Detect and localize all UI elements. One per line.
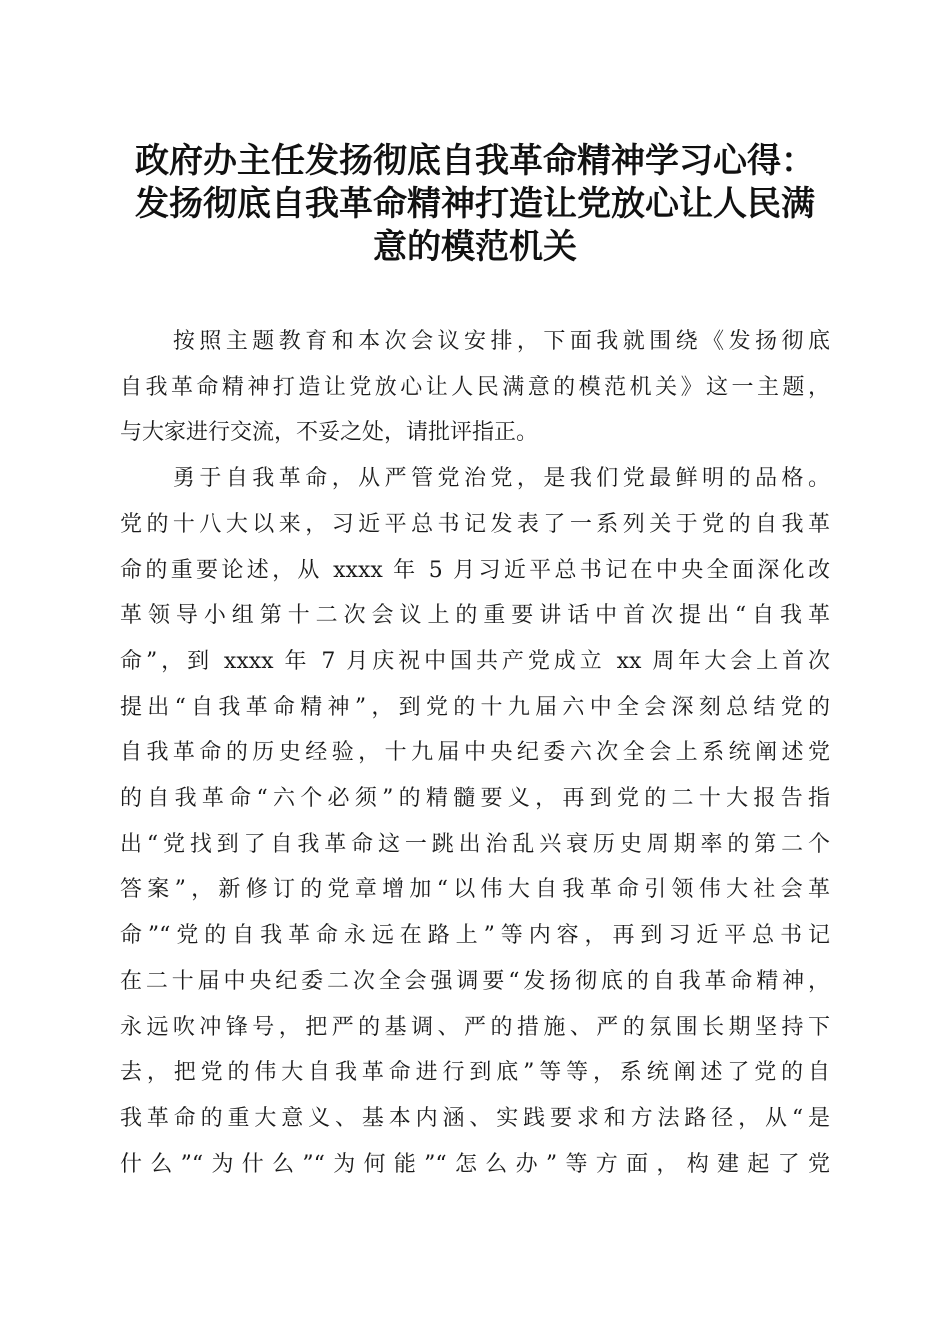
text-line: 按照主题教育和本次会议安排，下面我就围绕《发扬彻底 xyxy=(120,329,830,354)
title-line: 发扬彻底自我革命精神打造让党放心让人民满 xyxy=(135,184,815,224)
text-line: 与大家进行交流，不妥之处，请批评指正。 xyxy=(120,420,539,446)
paragraph-self-revolution xyxy=(120,456,830,1187)
text-line: 在二十届中央纪委二次全会强调要“发扬彻底的自我革命精神， xyxy=(120,968,830,994)
document-body xyxy=(120,319,830,1187)
text-line: 革领导小组第十二次会议上的重要讲话中首次提出“自我革 xyxy=(120,603,830,629)
text-line: 自我革命精神打造让党放心让人民满意的模范机关》这一主题， xyxy=(120,374,830,400)
text-line: 党的十八大以来，习近平总书记发表了一系列关于党的自我革 xyxy=(120,511,830,537)
text-line: 去，把党的伟大自我革命进行到底”等等，系统阐述了党的自 xyxy=(120,1060,830,1086)
title-line: 意的模范机关 xyxy=(373,227,577,267)
title-line: 政府办主任发扬彻底自我革命精神学习心得： xyxy=(135,141,815,181)
text-line: 提出“自我革命精神”，到党的十九届六中全会深刻总结党的 xyxy=(120,694,830,720)
text-line: 勇于自我革命，从严管党治党，是我们党最鲜明的品格。 xyxy=(120,466,830,492)
text-line: 永远吹冲锋号，把严的基调、严的措施、严的氛围长期坚持下 xyxy=(120,1014,830,1040)
text-line: 出“党找到了自我革命这一跳出治乱兴衰历史周期率的第二个 xyxy=(120,831,830,857)
text-line: 命的重要论述，从 xxxx 年 5 月习近平总书记在中央全面深化改 xyxy=(120,557,830,583)
document-title xyxy=(100,140,850,269)
text-line: 的自我革命“六个必须”的精髓要义，再到党的二十大报告指 xyxy=(120,786,830,812)
paragraph-intro xyxy=(120,319,830,456)
text-line: 自我革命的历史经验，十九届中央纪委六次全会上系统阐述党 xyxy=(120,740,830,766)
text-line: 命”，到 xxxx 年 7 月庆祝中国共产党成立 xx 周年大会上首次 xyxy=(120,648,830,674)
text-line: 答案”，新修订的党章增加“以伟大自我革命引领伟大社会革 xyxy=(120,877,830,903)
text-line: 命”“党的自我革命永远在路上”等内容，再到习近平总书记 xyxy=(120,923,830,949)
text-line: 我革命的重大意义、基本内涵、实践要求和方法路径，从“是 xyxy=(120,1105,830,1131)
text-line: 什么”“为什么”“为何能”“怎么办”等方面，构建起了党 xyxy=(120,1151,830,1177)
